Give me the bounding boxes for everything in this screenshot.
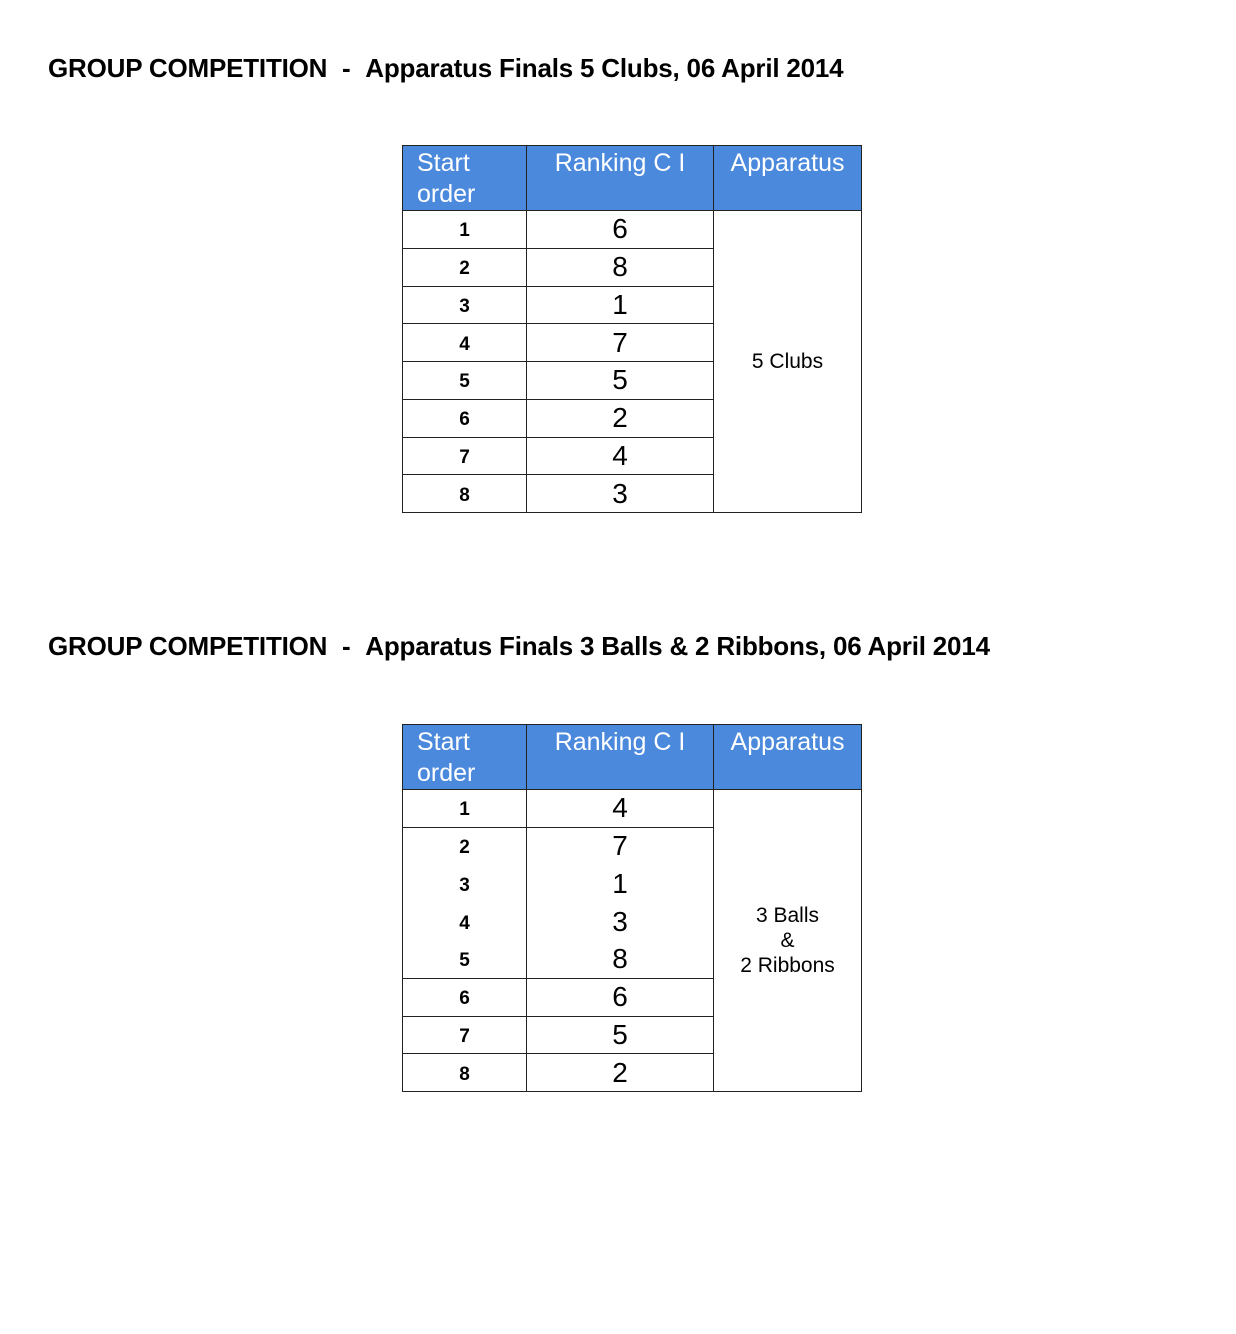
title-separator: - [342,53,351,83]
table-row [403,790,862,828]
ranking-cell: 1 [527,865,714,903]
start-order-cell: 6 [403,399,527,437]
title-main: Apparatus Finals 3 Balls & 2 Ribbons, 06 April 2014 [365,631,990,661]
apparatus-label-line-2: & [780,929,795,952]
table-header-row [403,146,862,211]
start-order-cell: 2 [403,248,527,286]
start-order-cell: 1 [403,211,527,249]
table-header-row [403,725,862,790]
start-order-cell: 1 [403,790,527,828]
apparatus-cell [714,790,862,1092]
start-order-cell: 3 [403,286,527,324]
ranking-cell: 6 [527,211,714,249]
header-start-order: Start order [403,725,527,790]
ranking-cell: 4 [527,437,714,475]
title-prefix: GROUP COMPETITION [48,53,328,83]
ranking-cell: 6 [527,978,714,1016]
start-order-cell: 4 [403,324,527,362]
ranking-cell: 4 [527,790,714,828]
apparatus-label-line-3: 2 Ribbons [740,954,835,977]
ranking-cell: 2 [527,399,714,437]
ranking-cell: 2 [527,1054,714,1092]
start-order-cell: 2 [403,827,527,865]
ranking-cell: 3 [527,475,714,513]
title-main: Apparatus Finals 5 Clubs, 06 April 2014 [365,53,844,83]
header-start-order: Start order [403,146,527,211]
ranking-cell: 8 [527,248,714,286]
start-order-cell: 5 [403,941,527,979]
ranking-cell: 5 [527,362,714,400]
apparatus-cell [714,211,862,513]
ranking-cell: 8 [527,941,714,979]
ranking-cell: 7 [527,827,714,865]
header-ranking: Ranking C I [527,725,714,790]
start-order-table-5-clubs [402,145,862,513]
apparatus-label: 5 Clubs [751,350,824,373]
start-order-cell: 4 [403,903,527,941]
title-separator: - [342,631,351,661]
apparatus-label-line-1: 3 Balls [755,904,820,927]
section-title-5-clubs [48,53,843,84]
start-order-cell: 3 [403,865,527,903]
section-title-3-balls-2-ribbons [48,631,990,662]
start-order-cell: 7 [403,1016,527,1054]
start-order-cell: 7 [403,437,527,475]
table-row [403,211,862,249]
header-apparatus: Apparatus [714,146,862,211]
ranking-cell: 5 [527,1016,714,1054]
ranking-cell: 3 [527,903,714,941]
start-order-cell: 6 [403,978,527,1016]
header-ranking: Ranking C I [527,146,714,211]
start-order-cell: 8 [403,1054,527,1092]
ranking-cell: 7 [527,324,714,362]
header-apparatus: Apparatus [714,725,862,790]
ranking-cell: 1 [527,286,714,324]
start-order-table-3-balls-2-ribbons [402,724,862,1092]
start-order-cell: 8 [403,475,527,513]
start-order-cell: 5 [403,362,527,400]
title-prefix: GROUP COMPETITION [48,631,328,661]
